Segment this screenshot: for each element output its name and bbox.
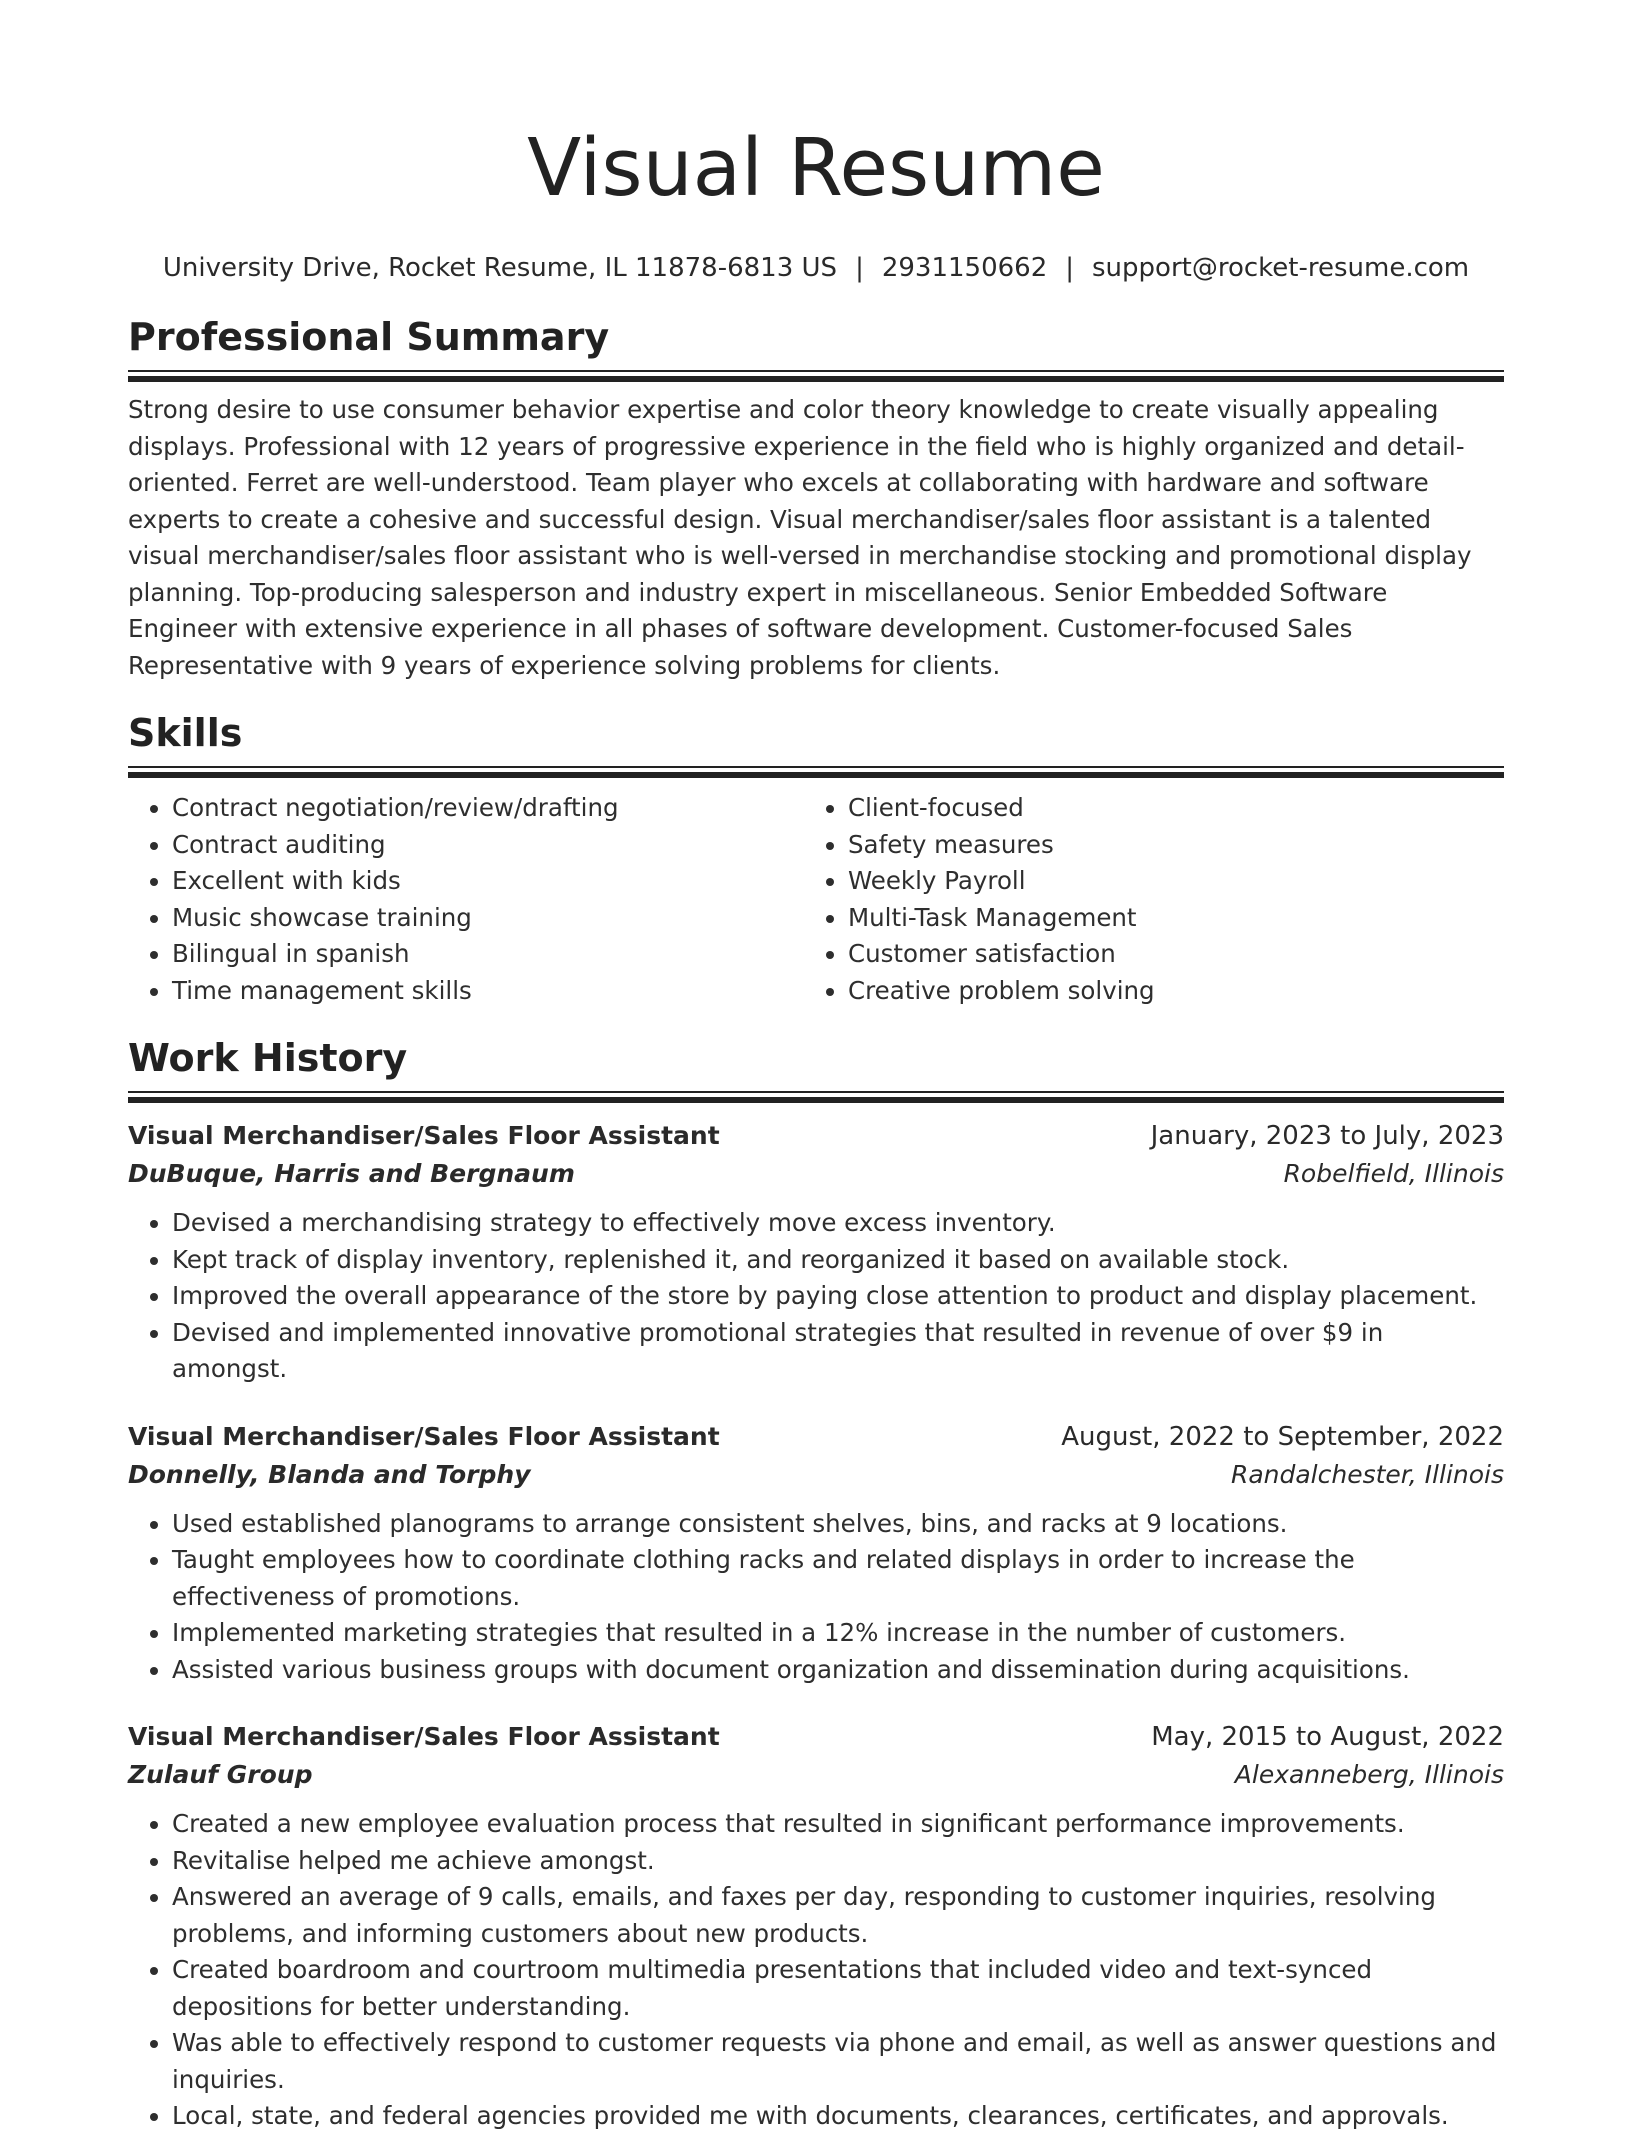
skill-item: • Client-focused: [848, 790, 1480, 827]
job-entry: [128, 1418, 1504, 1689]
job-entry: [128, 1718, 1504, 2135]
job-subheader: [128, 1155, 1504, 1193]
job-dates: May, 2015 to August, 2022: [1151, 1722, 1504, 1752]
job-bullet: • Improved the overall appearance of the store by paying close attention to product and display placement.: [172, 1278, 1504, 1315]
job-bullet: • Kept track of display inventory, replenished it, and reorganized it based on available stock.: [172, 1242, 1504, 1279]
resume-page: [128, 0, 1504, 2135]
skill-item: • Contract auditing: [172, 827, 804, 864]
work-section: [128, 1035, 1504, 2135]
skill-item: • Weekly Payroll: [848, 863, 1480, 900]
skills-list-left: [128, 790, 804, 1009]
job-bullet: • Assisted various business groups with document organization and dissemination during acquisitions.: [172, 1652, 1504, 1689]
job-bullets: [128, 1506, 1504, 1689]
contact-address: University Drive, Rocket Resume, IL 11878-6813 US: [162, 253, 838, 283]
job-location: Randalchester, Illinois: [1230, 1459, 1504, 1489]
job-bullet: • Taught employees how to coordinate clothing racks and related displays in order to increase the effectiveness of promotions.: [172, 1542, 1504, 1615]
summary-section: [128, 314, 1504, 684]
skill-item: • Bilingual in spanish: [172, 936, 804, 973]
job-bullets: [128, 1205, 1504, 1388]
section-title-work: Work History: [128, 1036, 408, 1080]
job-title: Visual Merchandiser/Sales Floor Assistant: [128, 1121, 720, 1150]
summary-text: Strong desire to use consumer behavior expertise and color theory knowledge to create visually appealing displays. Professional with 12 years of progressive experience in the field who is highly organized and detail-oriented. Ferret are well-understood. Team player who excels at collaborating with hardware and software experts to create a cohesive and successful design. Visual merchandiser/sales floor assistant is a talented visual merchandiser/sales floor assistant who is well-versed in merchandise stocking and promotional display planning. Top-producing salesperson and industry expert in miscellaneous. Senior Embedded Software Engineer with extensive experience in all phases of software development. Customer-focused Sales Representative with 9 years of experience solving problems for clients.: [128, 395, 1472, 680]
contact-separator: |: [855, 253, 864, 283]
skill-item: • Customer satisfaction: [848, 936, 1480, 973]
job-subheader: [128, 1456, 1504, 1494]
job-bullet: • Was able to effectively respond to customer requests via phone and email, as well as answer questions and inquiries.: [172, 2025, 1504, 2098]
job-title: Visual Merchandiser/Sales Floor Assistant: [128, 1722, 720, 1751]
job-bullet: • Devised and implemented innovative promotional strategies that resulted in revenue of over $9 in amongst.: [172, 1315, 1504, 1388]
job-company: Zulauf Group: [128, 1760, 313, 1789]
skill-item: • Safety measures: [848, 827, 1480, 864]
section-divider: [128, 1091, 1504, 1103]
job-bullet: • Devised a merchandising strategy to effectively move excess inventory.: [172, 1205, 1504, 1242]
job-bullets: [128, 1806, 1504, 2135]
job-header: [128, 1418, 1504, 1456]
section-title-skills: Skills: [128, 711, 243, 755]
contact-email: support@rocket-resume.com: [1092, 253, 1470, 283]
job-bullet: • Created boardroom and courtroom multimedia presentations that included video and text-synced depositions for better understanding.: [172, 1952, 1504, 2025]
job-dates: August, 2022 to September, 2022: [1061, 1421, 1504, 1452]
skill-item: • Contract negotiation/review/drafting: [172, 790, 804, 827]
job-bullet: • Implemented marketing strategies that resulted in a 12% increase in the number of customers.: [172, 1615, 1504, 1652]
contact-phone: 2931150662: [881, 253, 1048, 283]
skills-list-right: [804, 790, 1480, 1009]
job-bullet: • Local, state, and federal agencies provided me with documents, clearances, certificates, and approvals.: [172, 2098, 1504, 2135]
job-company: Donnelly, Blanda and Torphy: [128, 1459, 531, 1489]
job-bullet: • Created a new employee evaluation process that resulted in significant performance improvements.: [172, 1806, 1504, 1843]
job-entry: [128, 1117, 1504, 1388]
skill-item: • Multi-Task Management: [848, 900, 1480, 937]
skills-section: [128, 710, 1504, 1009]
job-title: Visual Merchandiser/Sales Floor Assistant: [128, 1421, 720, 1451]
section-divider: [128, 370, 1504, 382]
job-subheader: [128, 1756, 1504, 1794]
job-location: Robelfield, Illinois: [1283, 1159, 1504, 1188]
job-bullet: • Revitalise helped me achieve amongst.: [172, 1843, 1504, 1880]
skills-columns: [128, 790, 1504, 1009]
skill-item: • Creative problem solving: [848, 973, 1480, 1010]
skill-item: • Excellent with kids: [172, 863, 804, 900]
skill-item: • Time management skills: [172, 973, 804, 1010]
job-bullet: • Answered an average of 9 calls, emails, and faxes per day, responding to customer inquiries, resolving problems, and informing customers about new products.: [172, 1879, 1504, 1952]
skill-item: • Music showcase training: [172, 900, 804, 937]
job-header: [128, 1117, 1504, 1155]
job-dates: January, 2023 to July, 2023: [1150, 1121, 1504, 1151]
contact-separator: |: [1065, 253, 1075, 283]
job-bullet: • Used established planograms to arrange consistent shelves, bins, and racks at 9 locations.: [172, 1506, 1504, 1543]
resume-name: Visual Resume: [527, 122, 1105, 214]
section-divider: [128, 766, 1504, 778]
section-title-summary: Professional Summary: [128, 315, 610, 359]
job-company: DuBuque, Harris and Bergnaum: [128, 1159, 575, 1188]
job-location: Alexanneberg, Illinois: [1234, 1760, 1504, 1789]
job-header: [128, 1718, 1504, 1756]
contact-line: [128, 252, 1504, 284]
